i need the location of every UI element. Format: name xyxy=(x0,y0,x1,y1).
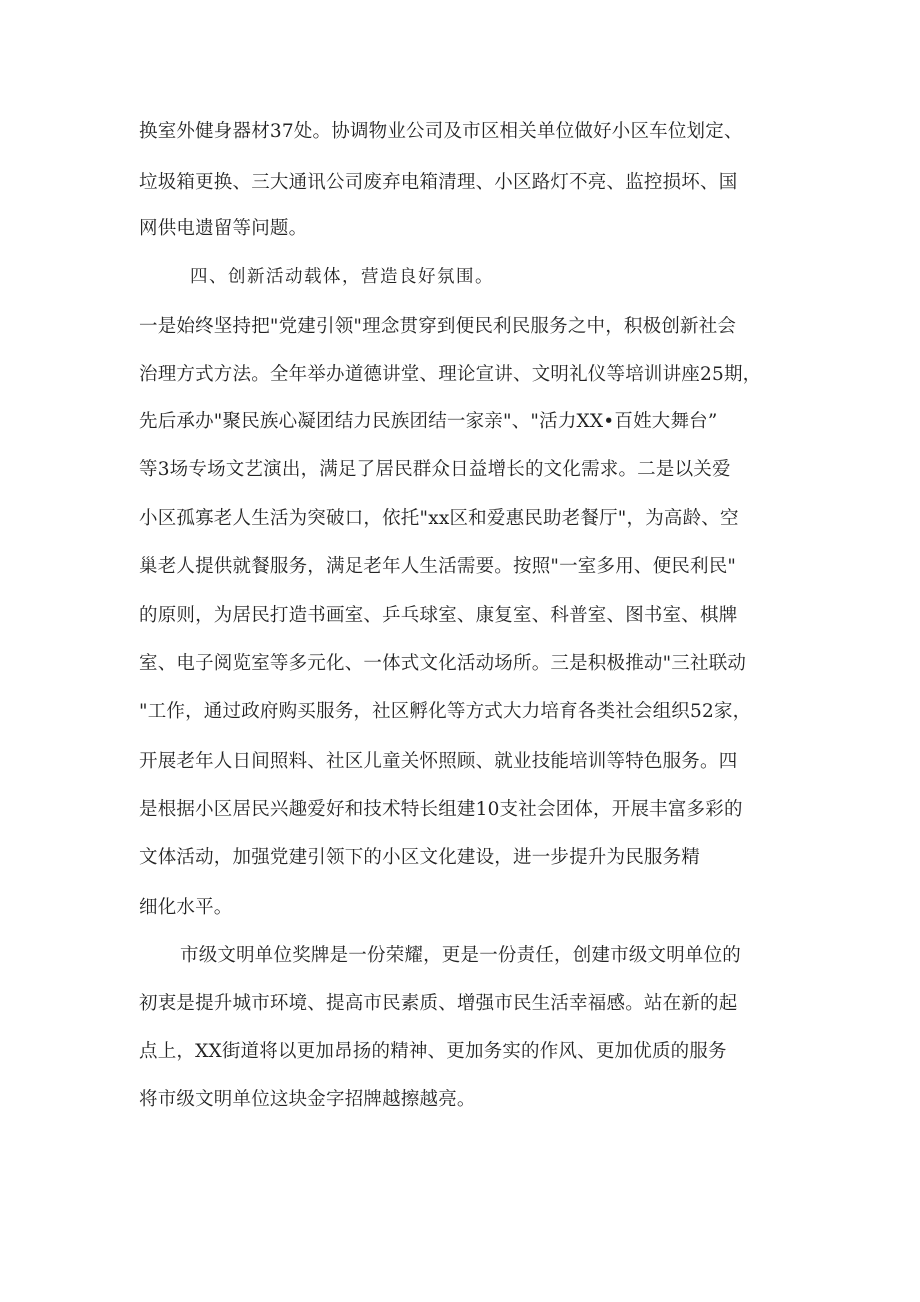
section-heading: 四、创新活动载体，营造良好氛围。 xyxy=(190,267,494,287)
paragraph-line: 网供电遗留等问题。 xyxy=(139,218,308,239)
paragraph-line: 点上，XX街道将以更加昂扬的精神、更加务实的作风、更加优质的服务 xyxy=(139,1041,727,1062)
paragraph-line: 垃圾箱更换、三大通讯公司废弃电箱清理、小区路灯不亮、监控损坏、国 xyxy=(139,172,738,193)
paragraph-line: 换室外健身器材37处。协调物业公司及市区相关单位做好小区车位划定、 xyxy=(139,121,743,142)
paragraph-line: 开展老年人日间照料、社区儿童关怀照顾、就业技能培训等特色服务。四 xyxy=(139,751,738,772)
paragraph-line: 将市级文明单位这块金字招牌越擦越亮。 xyxy=(139,1089,476,1110)
paragraph-line: 一是始终坚持把"党建引领"理念贯穿到便民利民服务之中，积极创新社会 xyxy=(139,316,737,337)
paragraph-line: "工作，通过政府购买服务，社区孵化等方式大力培育各类社会组织52家， xyxy=(139,701,752,722)
paragraph-line: 室、电子阅览室等多元化、一体式文化活动场所。三是积极推动"三社联动 xyxy=(139,653,747,674)
paragraph-line: 市级文明单位奖牌是一份荣耀，更是一份责任，创建市级文明单位的 xyxy=(180,945,742,966)
paragraph-line: 治理方式方法。全年举办道德讲堂、理论宣讲、文明礼仪等培训讲座25期， xyxy=(139,364,762,385)
paragraph-line: 小区孤寡老人生活为突破口，依托"xx区和爱惠民助老餐厅"，为高龄、空 xyxy=(139,508,739,529)
paragraph-line: 初衷是提升城市环境、提高市民素质、增强市民生活幸福感。站在新的起 xyxy=(139,993,738,1014)
paragraph-line: 文体活动，加强党建引领下的小区文化建设，进一步提升为民服务精 xyxy=(139,847,701,868)
paragraph-line: 巢老人提供就餐服务，满足老年人生活需要。按照"一室多用、便民利民" xyxy=(139,556,737,577)
paragraph-line: 先后承办"聚民族心凝团结力民族团结一家亲"、"活力XX•百姓大舞台” xyxy=(139,411,718,432)
paragraph-line: 是根据小区居民兴趣爱好和技术特长组建10支社会团体，开展丰富多彩的 xyxy=(139,799,743,820)
paragraph-line: 细化水平。 xyxy=(139,897,233,918)
paragraph-line: 的原则，为居民打造书画室、乒乓球室、康复室、科普室、图书室、棋牌 xyxy=(139,605,738,626)
paragraph-line: 等3场专场文艺演出，满足了居民群众日益增长的文化需求。二是以关爱 xyxy=(139,459,731,480)
